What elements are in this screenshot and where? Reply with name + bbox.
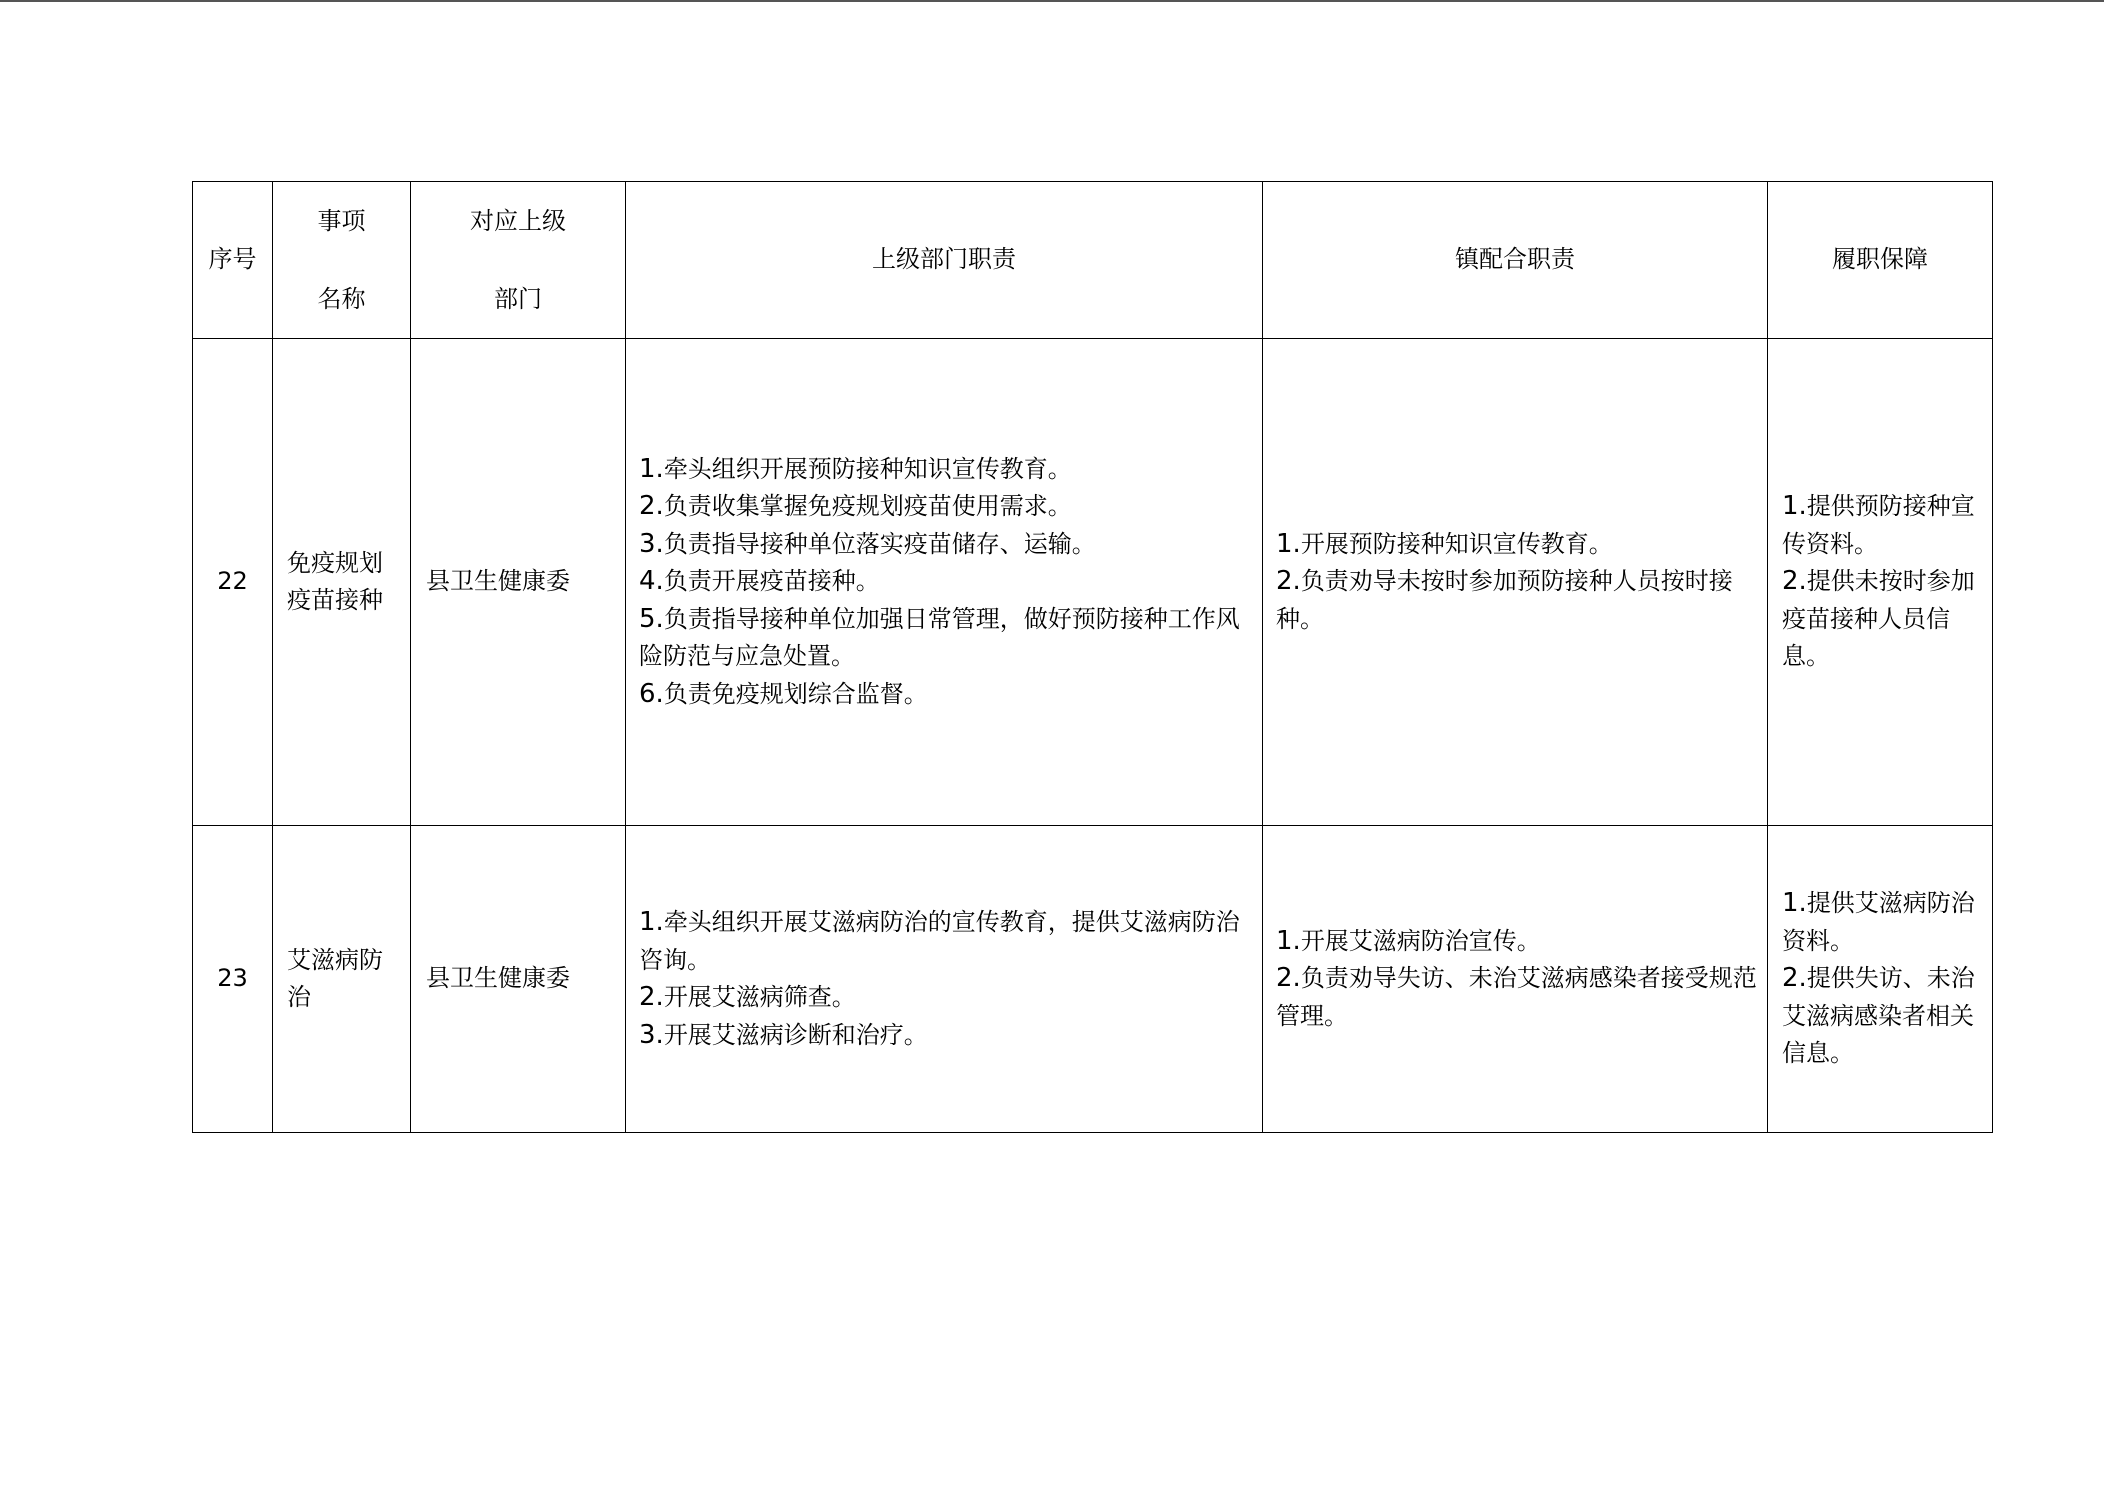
town-duty-cell	[1263, 339, 1768, 826]
table-row	[193, 826, 1993, 1133]
duty-item: 1.开展艾滋病防治宣传。	[1276, 925, 1541, 956]
dept-cell	[411, 339, 626, 826]
duty-item: 1.牵头组织开展艾滋病防治的宣传教育，提供艾滋病防治咨询。	[639, 907, 1240, 974]
header-town-duty	[1263, 182, 1768, 339]
header-superior-duty	[626, 182, 1263, 339]
guarantee-item: 2.提供失访、未治艾滋病感染者相关信息。	[1782, 963, 1975, 1068]
header-seq-label: 序号	[208, 245, 257, 274]
dept-name: 县卫生健康委	[426, 567, 570, 596]
duty-item: 2.负责收集掌握免疫规划疫苗使用需求。	[639, 491, 1072, 522]
item-name-cell	[273, 339, 411, 826]
town-duty-cell	[1263, 826, 1768, 1133]
guarantee-item: 2.提供未按时参加疫苗接种人员信息。	[1782, 566, 1975, 671]
dept-name: 县卫生健康委	[426, 964, 570, 993]
header-dept-line-2: 部门	[494, 285, 542, 313]
guarantee-item: 1.提供艾滋病防治资料。	[1782, 888, 1975, 955]
dept-cell	[411, 826, 626, 1133]
table-header-row	[193, 182, 1993, 339]
duty-item: 2.负责劝导未按时参加预防接种人员按时接种。	[1276, 566, 1733, 633]
superior-duty-cell	[626, 339, 1263, 826]
header-dept-line-1: 对应上级	[470, 207, 566, 235]
duty-item: 4.负责开展疫苗接种。	[639, 566, 880, 597]
seq-cell	[193, 826, 273, 1133]
item-name-cell	[273, 826, 411, 1133]
duty-item: 1.牵头组织开展预防接种知识宣传教育。	[639, 453, 1072, 484]
duty-item: 1.开展预防接种知识宣传教育。	[1276, 528, 1613, 559]
header-item-name	[273, 182, 411, 339]
seq-cell	[193, 339, 273, 826]
duty-item: 2.负责劝导失访、未治艾滋病感染者接受规范管理。	[1276, 963, 1757, 1030]
duty-item: 3.开展艾滋病诊断和治疗。	[639, 1019, 928, 1050]
seq-number: 23	[217, 964, 248, 993]
duty-table	[192, 181, 1993, 1133]
header-dept	[411, 182, 626, 339]
superior-duty-cell	[626, 826, 1263, 1133]
table-row	[193, 339, 1993, 826]
item-name: 免疫规划疫苗接种	[287, 548, 383, 614]
guarantee-cell	[1768, 339, 1993, 826]
duty-item: 6.负责免疫规划综合监督。	[639, 678, 928, 709]
duty-item: 5.负责指导接种单位加强日常管理，做好预防接种工作风险防范与应急处置。	[639, 603, 1240, 671]
header-guarantee-label: 履职保障	[1832, 245, 1928, 274]
duty-item: 3.负责指导接种单位落实疫苗储存、运输。	[639, 528, 1096, 559]
seq-number: 22	[217, 567, 248, 596]
header-item-name-line-2: 名称	[317, 285, 366, 313]
duty-item: 2.开展艾滋病筛查。	[639, 982, 856, 1012]
header-town-duty-label: 镇配合职责	[1455, 245, 1575, 274]
header-seq	[193, 182, 273, 339]
guarantee-cell	[1768, 826, 1993, 1133]
header-superior-duty-label: 上级部门职责	[872, 245, 1016, 274]
page-top-border	[0, 0, 2104, 2]
header-item-name-line-1: 事项	[317, 207, 366, 235]
guarantee-item: 1.提供预防接种宣传资料。	[1782, 491, 1975, 558]
item-name: 艾滋病防治	[287, 945, 383, 1011]
header-guarantee	[1768, 182, 1993, 339]
